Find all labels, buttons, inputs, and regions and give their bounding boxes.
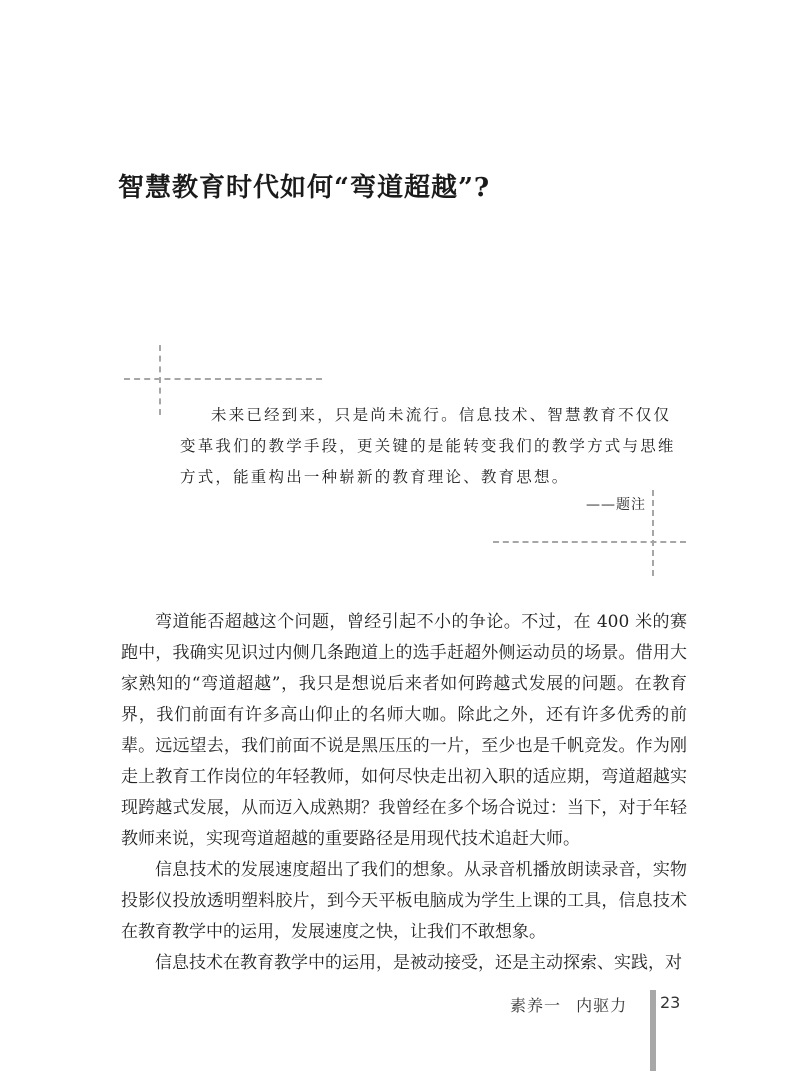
footer-section: 素养一 — [510, 996, 562, 1015]
page-footer — [510, 993, 681, 1016]
frame-dash-top-left — [124, 378, 322, 380]
page-number: 23 — [660, 993, 681, 1012]
frame-dash-bottom-right — [493, 541, 686, 543]
epigraph-text: 未来已经到来，只是尚未流行。信息技术、智慧教育不仅仅变革我们的教学手段，更关键的是能转变我们的教学方式与思维方式，能重构出一种崭新的教育理论、教育思想。 — [180, 406, 676, 486]
chapter-title: 智慧教育时代如何“弯道超越”? — [118, 173, 491, 204]
footer-divider-bar — [650, 990, 656, 1071]
frame-dash-left-vertical — [159, 345, 161, 415]
footer-chapter: 内驱力 — [576, 996, 628, 1015]
body-paragraph: 信息技术在教育教学中的运用，是被动接受，还是主动探索、实践，对 — [155, 953, 682, 973]
epigraph-quote — [180, 400, 680, 493]
body-paragraph: 弯道能否超越这个问题，曾经引起不小的争论。不过，在 400 米的赛跑中，我确实见识过内侧几条跑道上的选手赶超外侧运动员的场景。借用大家熟知的“弯道超越”，我只是想说后来者如何跨越式发展的问题。在教育界，我们前面有许多高山仰止的名师大咖。除此之外，还有许多优秀的前辈。远远望去，我们前面不说是黑压压的一片，至少也是千帆竞发。作为刚走上教育工作岗位的年轻教师，如何尽快走出初入职的适应期，弯道超越实现跨越式发展，从而迈入成熟期？我曾经在多个场合说过：当下，对于年轻教师来说，实现弯道超越的重要路径是用现代技术追赶大师。 — [121, 612, 687, 849]
body-paragraph: 信息技术的发展速度超出了我们的想象。从录音机播放朗读录音，实物投影仪投放透明塑料胶片，到今天平板电脑成为学生上课的工具，信息技术在教育教学中的运用，发展速度之快，让我们不敢想象。 — [121, 860, 687, 942]
frame-dash-right-vertical — [652, 490, 654, 576]
body-text — [121, 607, 687, 979]
epigraph-source: ——题注 — [586, 497, 646, 513]
